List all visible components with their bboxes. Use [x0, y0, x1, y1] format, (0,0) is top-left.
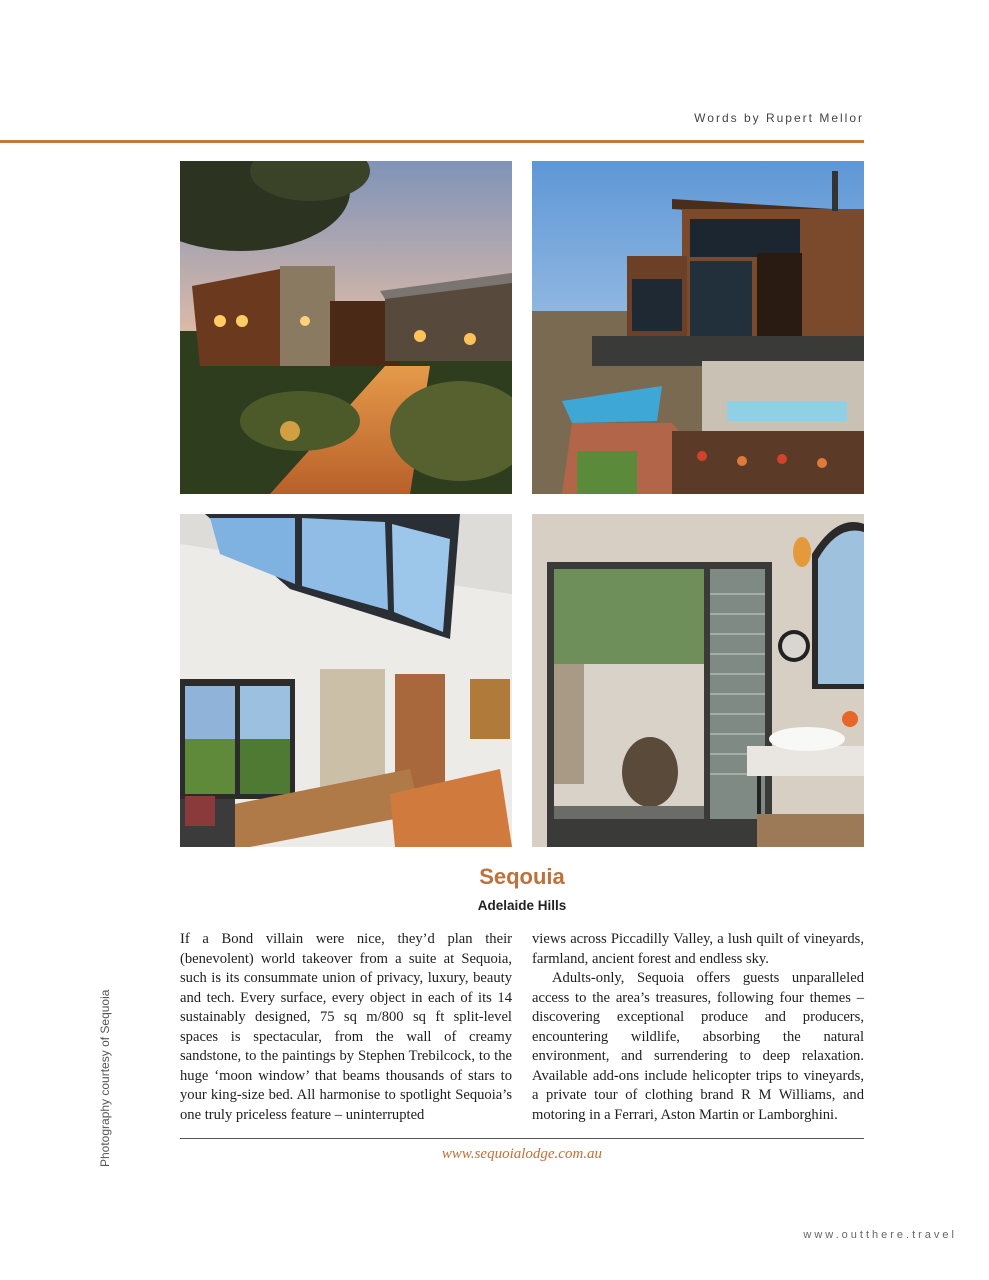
- page-footer: www.outthere.travel: [803, 1229, 957, 1241]
- body-paragraph: views across Piccadilly Valley, a lush quilt of vineyards, farmland, ancient forest and endless sky.: [532, 931, 864, 967]
- byline: Words by Rupert Mellor: [694, 111, 864, 125]
- photo-credit: [98, 963, 116, 1167]
- website-link[interactable]: www.sequoialodge.com.au: [441, 1146, 603, 1162]
- footer-rule: [180, 1138, 864, 1139]
- photo-bedroom-interior: [180, 514, 512, 847]
- article-title: Seqouia: [479, 864, 565, 889]
- photo-credit-text: Photography courtesy of Sequoia: [98, 989, 112, 1167]
- body-paragraph: Adults-only, Sequoia offers guests unparalleled access to the area’s treasures, following four themes – discovering exceptional produce and producers, encountering wildlife, absorbing the natural environment, and surrendering to deep relaxation. Available add-ons include helicopter trips to vineyards, a private tour of clothing brand R M Williams, and motoring in a Ferrari, Aston Martin or Lamborghini.: [532, 970, 864, 1123]
- photo-exterior-dusk: [180, 161, 512, 494]
- photo-suite-pool: [532, 161, 864, 494]
- photo-bathroom: [532, 514, 864, 847]
- body-column-left: [180, 930, 512, 1125]
- article-location: Adelaide Hills: [477, 898, 567, 913]
- header-rule: [0, 140, 864, 143]
- body-paragraph: If a Bond villain were nice, they’d plan their (benevolent) world takeover from a suite at Sequoia, such is its consummate union of privacy, luxury, beauty and tech. Every surface, every object in each of its 14 sustainably designed, 75 sq m/800 sq ft split-level spaces is spectacular, from the wall of creamy sandstone, to the paintings by Stephen Trebilcock, to the huge ‘moon window’ that beams thousands of stars to your king-size bed. All harmonise to spotlight Sequoia’s one truly priceless feature – uninterrupted: [180, 931, 512, 1123]
- body-column-right: [532, 930, 864, 1125]
